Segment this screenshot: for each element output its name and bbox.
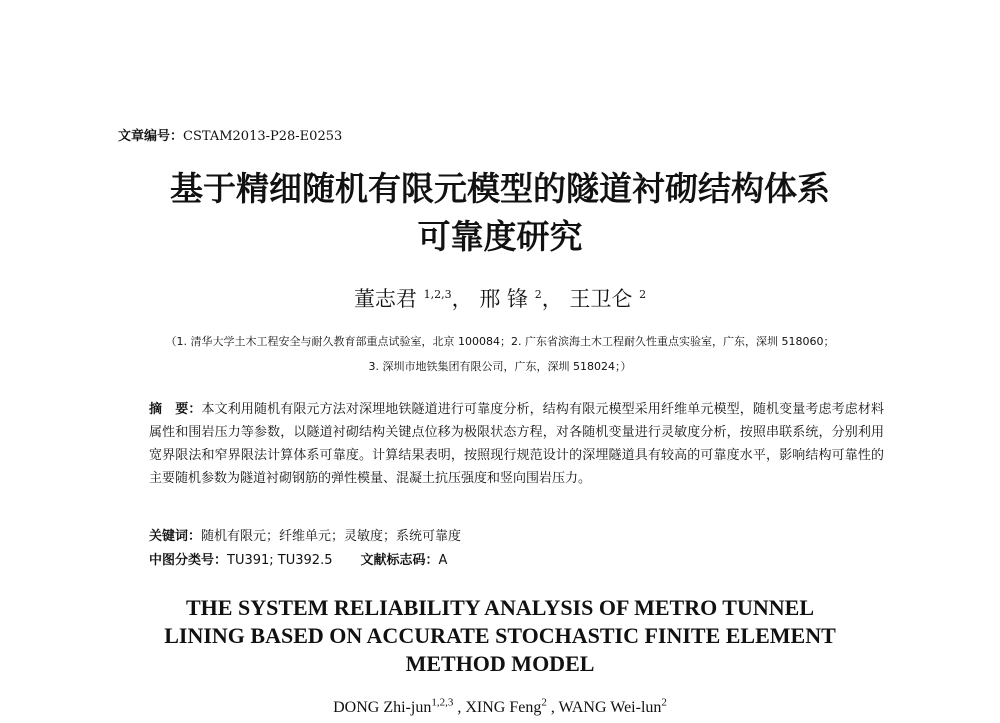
english-authors: [0, 696, 1000, 717]
author-en-affiliation: 1,2,3: [431, 696, 454, 709]
author-cn-name: 王卫仑: [569, 287, 633, 311]
author-cn-name: 董志君: [353, 287, 417, 311]
author-cn-affiliation: 1,2,3: [423, 288, 452, 301]
classification: [149, 549, 447, 568]
keywords-text: 随机有限元；纤维单元；灵敏度；系统可靠度: [201, 529, 462, 544]
english-title-line-1: THE SYSTEM RELIABILITY ANALYSIS OF METRO TUNNEL: [186, 595, 814, 620]
chinese-title-line-2: 可靠度研究: [417, 217, 583, 256]
chinese-title-line-1: 基于精细随机有限元模型的隧道衬砌结构体系: [170, 169, 830, 208]
author-en-name: XING Feng: [465, 699, 542, 716]
abstract-text: 本文利用随机有限元方法对深埋地铁隧道进行可靠度分析，结构有限元模型采用纤维单元模型，随机变量考虑考虑材料属性和围岩压力等参数，以隧道衬砌结构关键点位移为极限状态方程，对各随机变量进行灵敏度分析，按照串联系统，分别利用宽界限法和窄界限法计算体系可靠度。计算结果表明，按照现行规范设计的深埋隧道具有较高的可靠度水平，影响结构可靠性的主要随机参数为隧道衬砌钢筋的弹性模量、混凝土抗压强度和竖向围岩压力。: [149, 402, 884, 486]
article-number: [118, 125, 342, 144]
document-code-value: A: [438, 553, 448, 568]
classification-value: TU391; TU392.5: [227, 553, 333, 568]
article-number-label: 文章编号：: [118, 129, 184, 144]
keywords-label: 关键词：: [149, 529, 202, 544]
author-en-name: DONG Zhi-jun: [333, 699, 432, 716]
author-separator: ,: [453, 699, 466, 716]
author-separator: ，: [451, 287, 473, 311]
author-en-affiliation: 2: [541, 696, 547, 709]
article-number-value: CSTAM2013-P28-E0253: [183, 129, 343, 144]
affiliations-line-2: 3. 深圳市地铁集团有限公司，广东，深圳 518024；）: [368, 360, 632, 373]
affiliations-line-1: （1. 清华大学土木工程安全与耐久教育部重点试验室，北京 100084；2. 广东省滨海土木工程耐久性重点实验室，广东，深圳 518060；: [165, 335, 835, 348]
author-en-affiliation: 2: [661, 696, 667, 709]
abstract-label: 摘 要：: [149, 402, 202, 417]
chinese-authors: [0, 283, 1000, 313]
author-en-name: WANG Wei-lun: [558, 699, 662, 716]
english-title: [0, 594, 1000, 678]
english-title-line-3: METHOD MODEL: [405, 651, 595, 676]
author-separator: ，: [541, 287, 563, 311]
english-title-line-2: LINING BASED ON ACCURATE STOCHASTIC FINITE ELEMENT: [164, 623, 836, 648]
keywords: [149, 525, 461, 544]
author-separator: ,: [546, 699, 559, 716]
author-cn-name: 邢 锋: [479, 287, 528, 311]
author-cn-affiliation: 2: [534, 288, 542, 301]
classification-label: 中图分类号：: [149, 553, 228, 568]
document-code-label: 文献标志码：: [360, 553, 439, 568]
author-cn-affiliation: 2: [639, 288, 647, 301]
abstract: [149, 398, 884, 490]
